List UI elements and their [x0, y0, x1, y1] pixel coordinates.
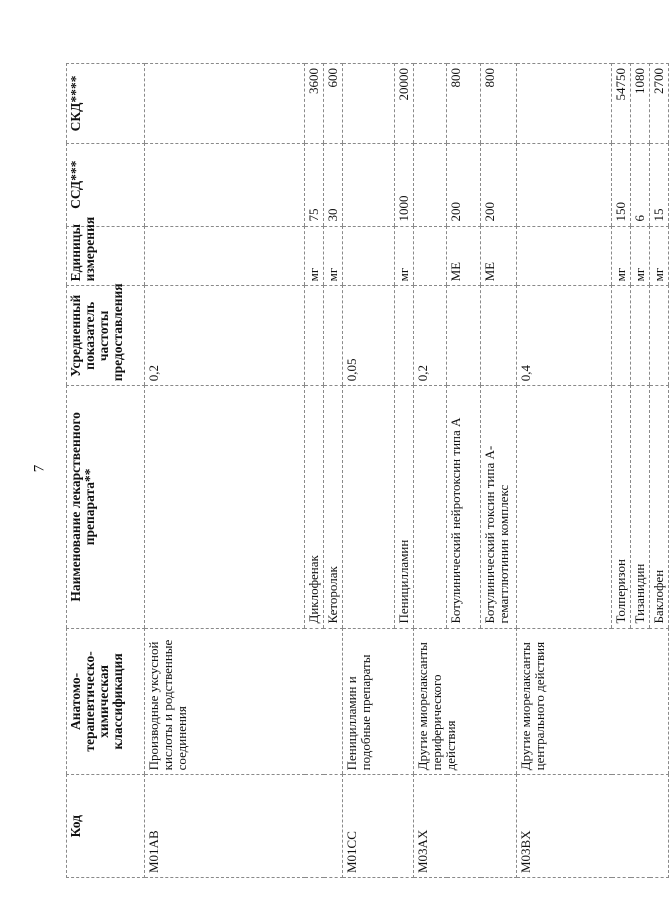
header-atc: Анатомо-терапевтическо-химическая классификация — [67, 628, 145, 775]
ssd-cell: 75 — [305, 143, 324, 226]
header-drug: Наименование лекарственного препарата** — [67, 386, 145, 628]
drug-name: Толперизон — [612, 386, 631, 628]
ssd-cell: 1000 — [395, 143, 414, 226]
freq-cell-empty — [324, 286, 343, 386]
ssd-cell-empty — [517, 143, 612, 226]
unit-cell-empty — [517, 226, 612, 286]
header-unit: Единицы измерения — [67, 226, 145, 286]
unit-cell-empty — [343, 226, 395, 286]
ssd-cell: 15 — [650, 143, 669, 226]
unit-cell: мг — [650, 226, 669, 286]
ssd-cell-empty — [145, 143, 305, 226]
ssd-cell: 6 — [631, 143, 650, 226]
header-freq: Усредненный показатель частоты предоставления — [67, 286, 145, 386]
freq-cell-empty — [631, 286, 650, 386]
atc-cell: Производные уксусной кислоты и родственные соединения — [145, 628, 343, 775]
skd-cell: 54750 — [612, 64, 631, 144]
freq-cell: 0,2 — [145, 286, 305, 386]
skd-cell-empty — [414, 64, 447, 144]
drug-name: Тизанидин — [631, 386, 650, 628]
skd-cell-empty — [343, 64, 395, 144]
ssd-cell: 200 — [481, 143, 517, 226]
drug-cell-empty — [414, 386, 447, 628]
skd-cell: 20000 — [395, 64, 414, 144]
unit-cell: МЕ — [481, 226, 517, 286]
unit-cell: мг — [612, 226, 631, 286]
code-cell: M03AX — [414, 775, 517, 878]
header-code: Код — [67, 775, 145, 878]
drug-name: Пеницилламин — [395, 386, 414, 628]
freq-cell: 0,05 — [343, 286, 395, 386]
skd-cell: 600 — [324, 64, 343, 144]
table-row — [145, 64, 305, 878]
header-skd: СКД**** — [67, 64, 145, 144]
code-cell: M01CC — [343, 775, 414, 878]
ssd-cell: 150 — [612, 143, 631, 226]
unit-cell: мг — [305, 226, 324, 286]
atc-cell: Другие миорелаксанты периферического действия — [414, 628, 517, 775]
skd-cell: 2700 — [650, 64, 669, 144]
freq-cell-empty — [447, 286, 481, 386]
freq-cell: 0,2 — [414, 286, 447, 386]
drug-name: Ботулинический нейротоксин типа А — [447, 386, 481, 628]
skd-cell: 3600 — [305, 64, 324, 144]
ssd-cell-empty — [414, 143, 447, 226]
atc-cell: Другие миорелаксанты центрального действия — [517, 628, 669, 775]
ssd-cell-empty — [343, 143, 395, 226]
code-cell: M03BX — [517, 775, 669, 878]
drug-cell-empty — [145, 386, 305, 628]
unit-cell: мг — [395, 226, 414, 286]
freq-cell-empty — [612, 286, 631, 386]
atc-cell: Пеницилламин и подобные препараты — [343, 628, 414, 775]
skd-cell: 800 — [447, 64, 481, 144]
drug-name: Кеторолак — [324, 386, 343, 628]
freq-cell-empty — [305, 286, 324, 386]
drug-name: Диклофенак — [305, 386, 324, 628]
freq-cell-empty — [395, 286, 414, 386]
drug-name: Баклофен — [650, 386, 669, 628]
table-row — [343, 64, 395, 878]
skd-cell: 1080 — [631, 64, 650, 144]
freq-cell-empty — [650, 286, 669, 386]
skd-cell: 800 — [481, 64, 517, 144]
ssd-cell: 30 — [324, 143, 343, 226]
freq-cell-empty — [481, 286, 517, 386]
ssd-cell: 200 — [447, 143, 481, 226]
drug-name: Ботулинический токсин типа А-гемагглютинин комплекс — [481, 386, 517, 628]
unit-cell-empty — [414, 226, 447, 286]
rotated-table-container — [66, 63, 666, 878]
skd-cell-empty — [517, 64, 612, 144]
unit-cell: мг — [631, 226, 650, 286]
header-ssd: ССД*** — [67, 143, 145, 226]
code-cell: M01AB — [145, 775, 343, 878]
drug-cell-empty — [517, 386, 612, 628]
unit-cell: МЕ — [447, 226, 481, 286]
freq-cell: 0,4 — [517, 286, 612, 386]
drug-table — [66, 63, 669, 878]
skd-cell-empty — [145, 64, 305, 144]
unit-cell-empty — [145, 226, 305, 286]
header-row — [67, 64, 145, 878]
unit-cell: мг — [324, 226, 343, 286]
table-row — [414, 64, 447, 878]
drug-cell-empty — [343, 386, 395, 628]
table-row — [517, 64, 612, 878]
page-number: 7 — [31, 464, 48, 473]
